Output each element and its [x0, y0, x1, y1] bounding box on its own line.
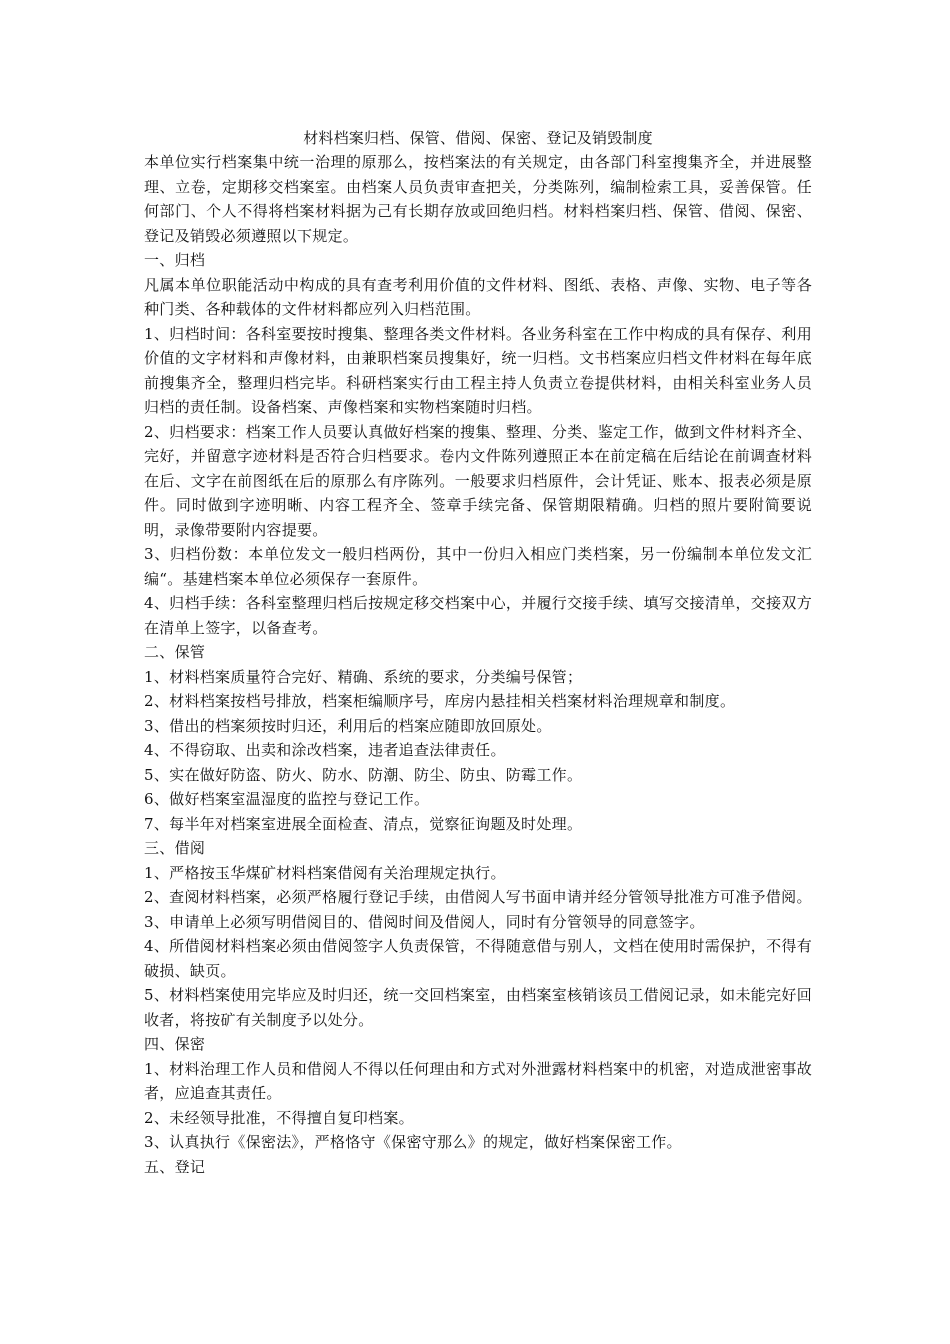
borrowing-item-4: 4、所借阅材料档案必须由借阅签字人负责保管，不得随意借与别人，文档在使用时需保护，不得有破损、缺页。	[144, 937, 812, 980]
custody-item-3: 3、借出的档案须按时归还，利用后的档案应随即放回原处。	[144, 716, 552, 735]
confidentiality-item-2: 2、未经领导批准，不得擅自复印档案。	[144, 1108, 414, 1127]
archiving-item-1: 1、归档时间：各科室要按时搜集、整理各类文件材料。各业务科室在工作中构成的具有保存、利用价值的文字材料和声像材料，由兼职档案员搜集好，统一归档。文书档案应归档文件材料在每年底前搜集齐全，整理归档完毕。科研档案实行由工程主持人负责立卷提供材料，由相关科室业务人员归档的责任制。设备档案、声像档案和实物档案随时归档。	[144, 324, 812, 416]
custody-item-5: 5、实在做好防盗、防火、防水、防潮、防尘、防虫、防霉工作。	[144, 765, 583, 784]
section-heading-custody: 二、保管	[144, 643, 206, 661]
document-page	[144, 126, 812, 1179]
archiving-item-3: 3、归档份数：本单位发文一般归档两份，其中一份归入相应门类档案，另一份编制本单位发文汇编“。基建档案本单位必须保存一套原件。	[144, 545, 812, 588]
custody-item-2: 2、材料档案按档号排放，档案柜编顺序号，库房内悬挂相关档案材料治理规章和制度。	[144, 692, 736, 710]
archiving-item-4: 4、归档手续：各科室整理归档后按规定移交档案中心，并履行交接手续、填写交接清单，交接双方在清单上签字，以备查考。	[144, 594, 812, 637]
section-heading-confidentiality: 四、保密	[144, 1035, 206, 1053]
confidentiality-item-3: 3、认真执行《保密法》，严格恪守《保密守那么》的规定，做好档案保密工作。	[144, 1133, 682, 1151]
confidentiality-item-1: 1、材料治理工作人员和借阅人不得以任何理由和方式对外泄露材料档案中的机密，对造成泄密事故者，应追查其责任。	[144, 1059, 812, 1102]
section-heading-archiving: 一、归档	[144, 251, 206, 269]
borrowing-item-2: 2、查阅材料档案，必须严格履行登记手续，由借阅人写书面申请并经分管领导批准方可准予借阅。	[144, 888, 812, 906]
borrowing-item-1: 1、严格按玉华煤矿材料档案借阅有关治理规定执行。	[144, 863, 506, 882]
borrowing-item-5: 5、材料档案使用完毕应及时归还，统一交回档案室，由档案室核销该员工借阅记录，如未能完好回收者，将按矿有关制度予以处分。	[144, 986, 812, 1029]
borrowing-item-3: 3、申请单上必须写明借阅目的、借阅时间及借阅人，同时有分管领导的同意签字。	[144, 912, 705, 931]
custody-item-4: 4、不得窃取、出卖和涂改档案，违者追查法律责任。	[144, 741, 506, 759]
archiving-item-2: 2、归档要求：档案工作人员要认真做好档案的搜集、整理、分类、鉴定工作，做到文件材料齐全、完好，并留意字迹材料是否符合归档要求。卷内文件陈列遵照正本在前定稿在后结论在前调查材料在后、文字在前图纸在后的原那么有序陈列。一般要求归档原件，会计凭证、账本、报表必须是原件。同时做到字迹明晰、内容工程齐全、签章手续完备、保管期限精确。归档的照片要附简要说明，录像带要附内容提要。	[144, 422, 812, 539]
section-heading-borrowing: 三、借阅	[144, 839, 206, 857]
archiving-scope-paragraph: 凡属本单位职能活动中构成的具有查考利用价值的文件材料、图纸、表格、声像、实物、电子等各种门类、各种载体的文件材料都应列入归档范围。	[144, 275, 812, 318]
intro-paragraph: 本单位实行档案集中统一治理的原那么，按档案法的有关规定，由各部门科室搜集齐全，并进展整理、立卷，定期移交档案室。由档案人员负责审查把关，分类陈列，编制检索工具，妥善保管。任何部门、个人不得将档案材料据为己有长期存放或回绝归档。材料档案归档、保管、借阅、保密、登记及销毁必须遵照以下规定。	[144, 153, 812, 245]
custody-item-7: 7、每半年对档案室进展全面检查、清点，觉察征询题及时处理。	[144, 814, 583, 833]
section-heading-registration: 五、登记	[144, 1157, 206, 1176]
custody-item-6: 6、做好档案室温湿度的监控与登记工作。	[144, 790, 430, 808]
document-title: 材料档案归档、保管、借阅、保密、登记及销毁制度	[303, 129, 653, 147]
custody-item-1: 1、材料档案质量符合完好、精确、系统的要求，分类编号保管；	[144, 667, 583, 686]
